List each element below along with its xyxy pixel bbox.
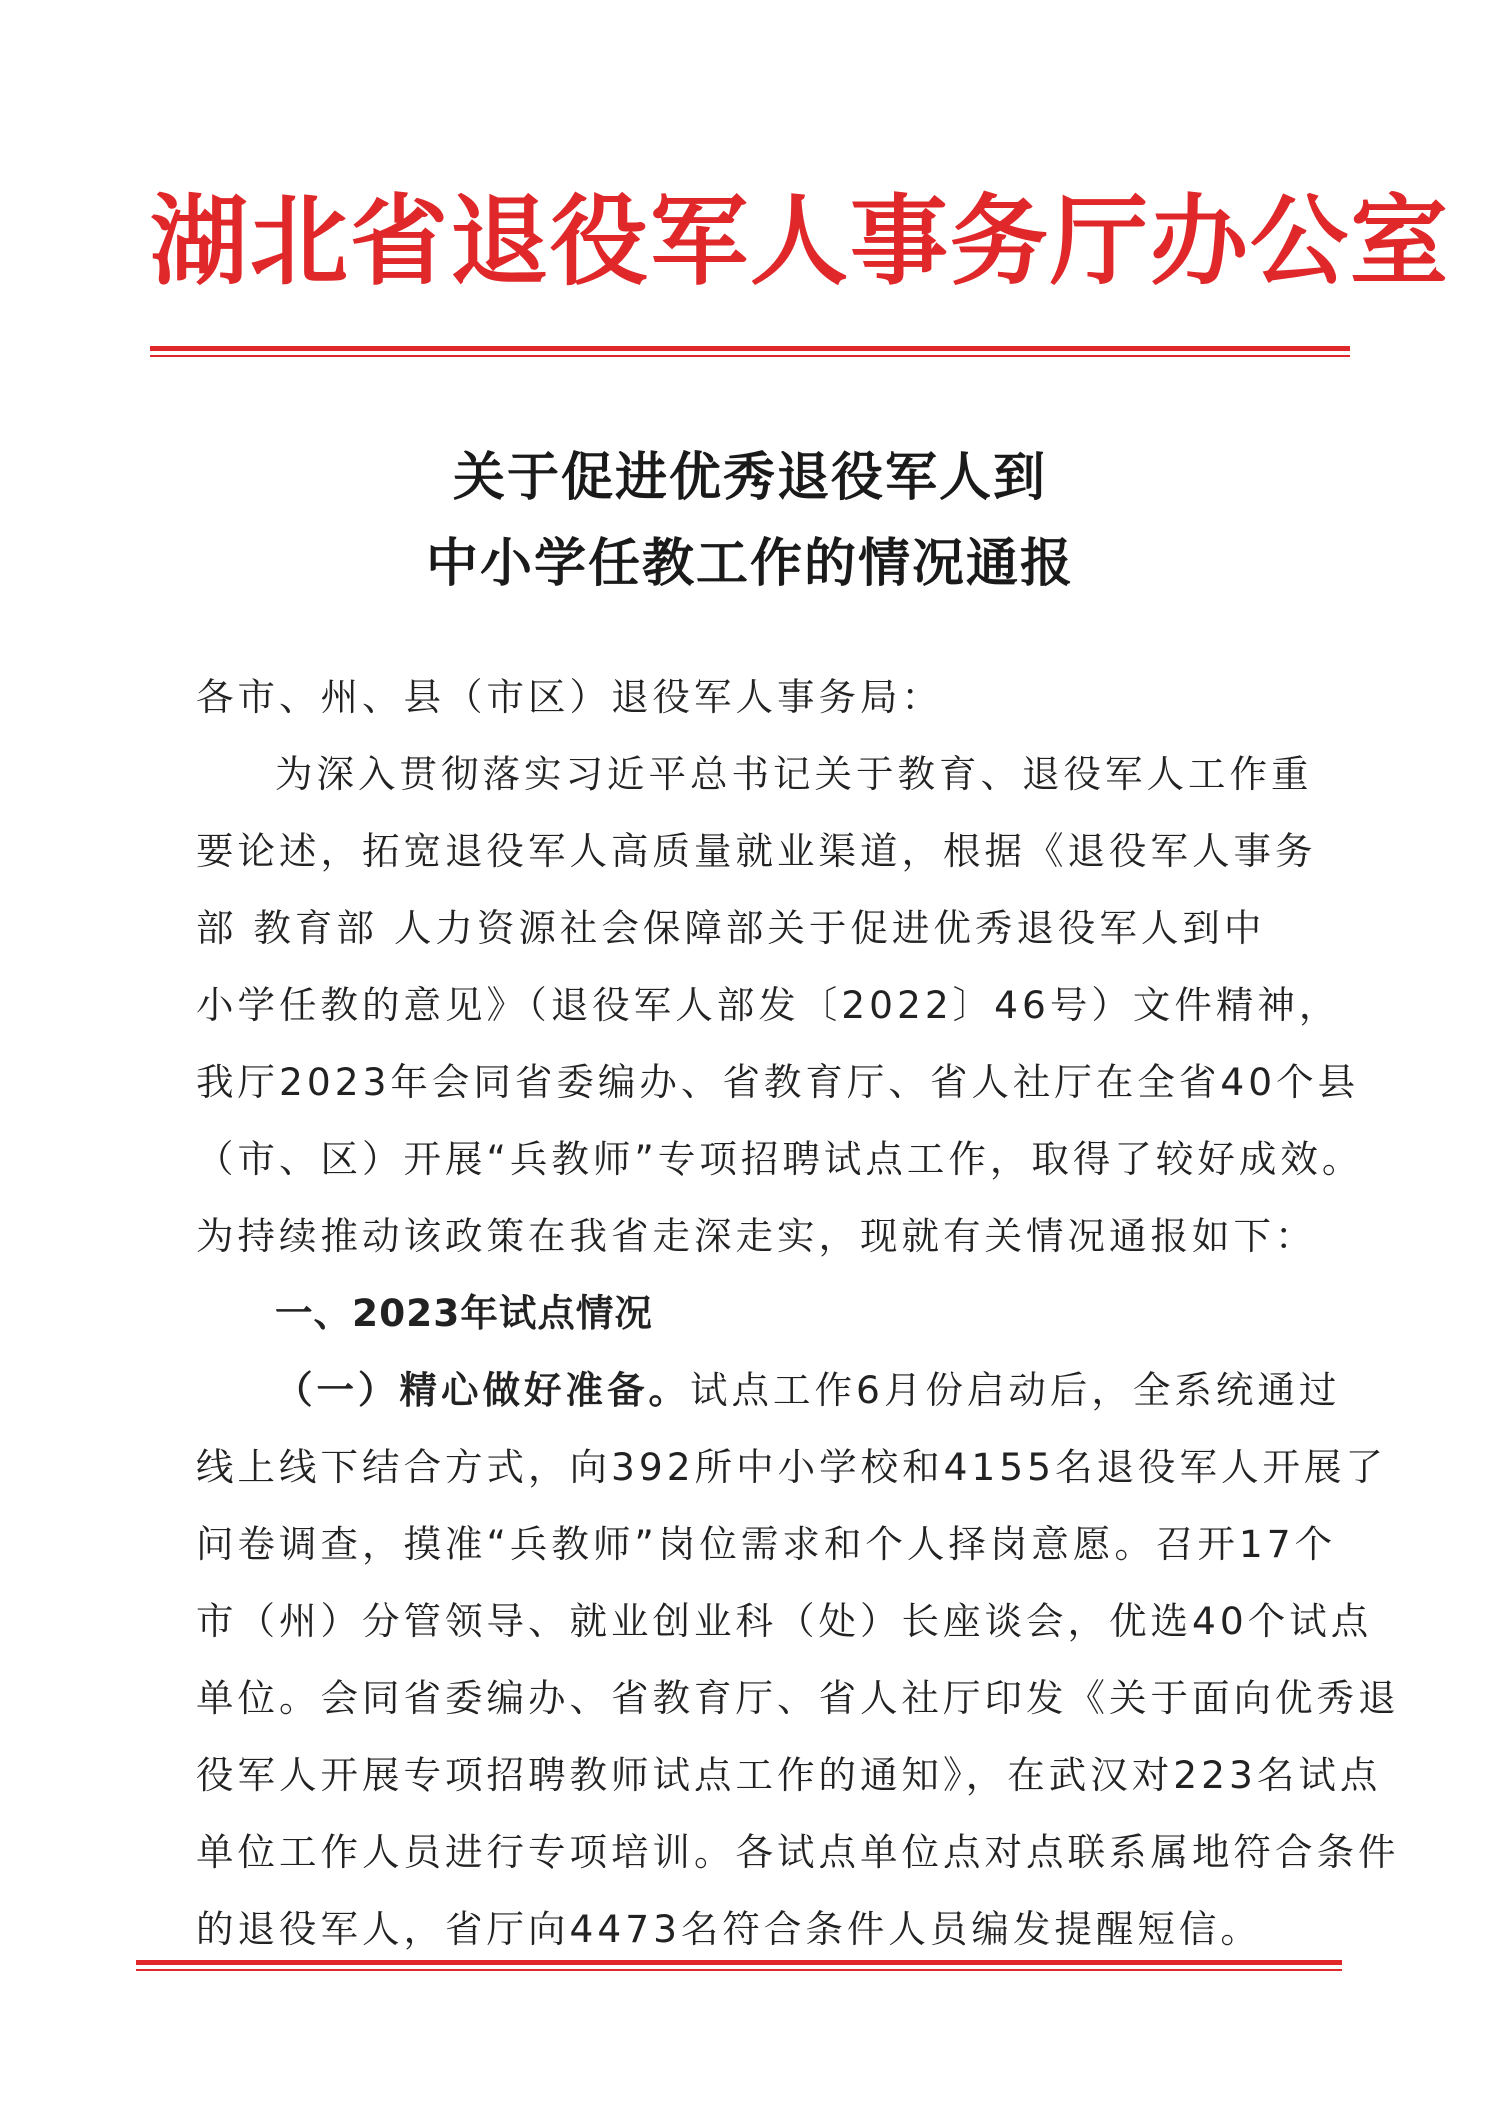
- subsection-first-line-text: 试点工作6月份启动后，全系统通过: [690, 1368, 1341, 1412]
- intro-line: 为持续推动该政策在我省走深走实，现就有关情况通报如下：: [196, 1214, 1317, 1258]
- intro-line: 我厅2023年会同省委编办、省教育厅、省人社厅在全省40个县: [196, 1060, 1360, 1104]
- subsection-line: 单位工作人员进行专项培训。各试点单位点对点联系属地符合条件: [196, 1830, 1400, 1874]
- subsection-line: 单位。会同省委编办、省教育厅、省人社厅印发《关于面向优秀退: [196, 1676, 1400, 1720]
- intro-line: 小学任教的意见》（退役军人部发〔2022〕46号）文件精神，: [196, 983, 1341, 1027]
- intro-line: 要论述，拓宽退役军人高质量就业渠道，根据《退役军人事务: [196, 829, 1317, 873]
- document-title-line-2: 中小学任教工作的情况通报: [425, 533, 1074, 594]
- subsection-line: 问卷调查，摸准“兵教师”岗位需求和个人择岗意愿。召开17个: [196, 1522, 1337, 1566]
- intro-line: 为深入贯彻落实习近平总书记关于教育、退役军人工作重: [275, 752, 1313, 796]
- intro-line: 部 教育部 人力资源社会保障部关于促进优秀退役军人到中: [196, 906, 1266, 950]
- subsection-line: 线上线下结合方式，向392所中小学校和4155名退役军人开展了: [196, 1445, 1388, 1489]
- divider-thick-line: [150, 346, 1350, 351]
- section-heading: 一、2023年试点情况: [275, 1291, 653, 1335]
- divider-thin-line: [150, 355, 1350, 357]
- subsection-line: 市（州）分管领导、就业创业科（处）长座谈会，优选40个试点: [196, 1599, 1373, 1643]
- divider-thin-line: [136, 1969, 1342, 1971]
- document-title-line-1: 关于促进优秀退役军人到: [452, 447, 1047, 508]
- subsection-first-line: [275, 1365, 1340, 1415]
- intro-line: （市、区）开展“兵教师”专项招聘试点工作，取得了较好成效。: [196, 1137, 1364, 1181]
- subsection-line: 的退役军人，省厅向4473名符合条件人员编发提醒短信。: [196, 1907, 1262, 1951]
- divider-thick-line: [136, 1960, 1342, 1965]
- subsection-lead: （一）精心做好准备。: [275, 1368, 690, 1412]
- issuing-office-header: 湖北省退役军人事务厅办公室: [150, 184, 1451, 299]
- subsection-line: 役军人开展专项招聘教师试点工作的通知》，在武汉对223名试点: [196, 1753, 1382, 1797]
- salutation: 各市、州、县（市区）退役军人事务局：: [196, 675, 943, 719]
